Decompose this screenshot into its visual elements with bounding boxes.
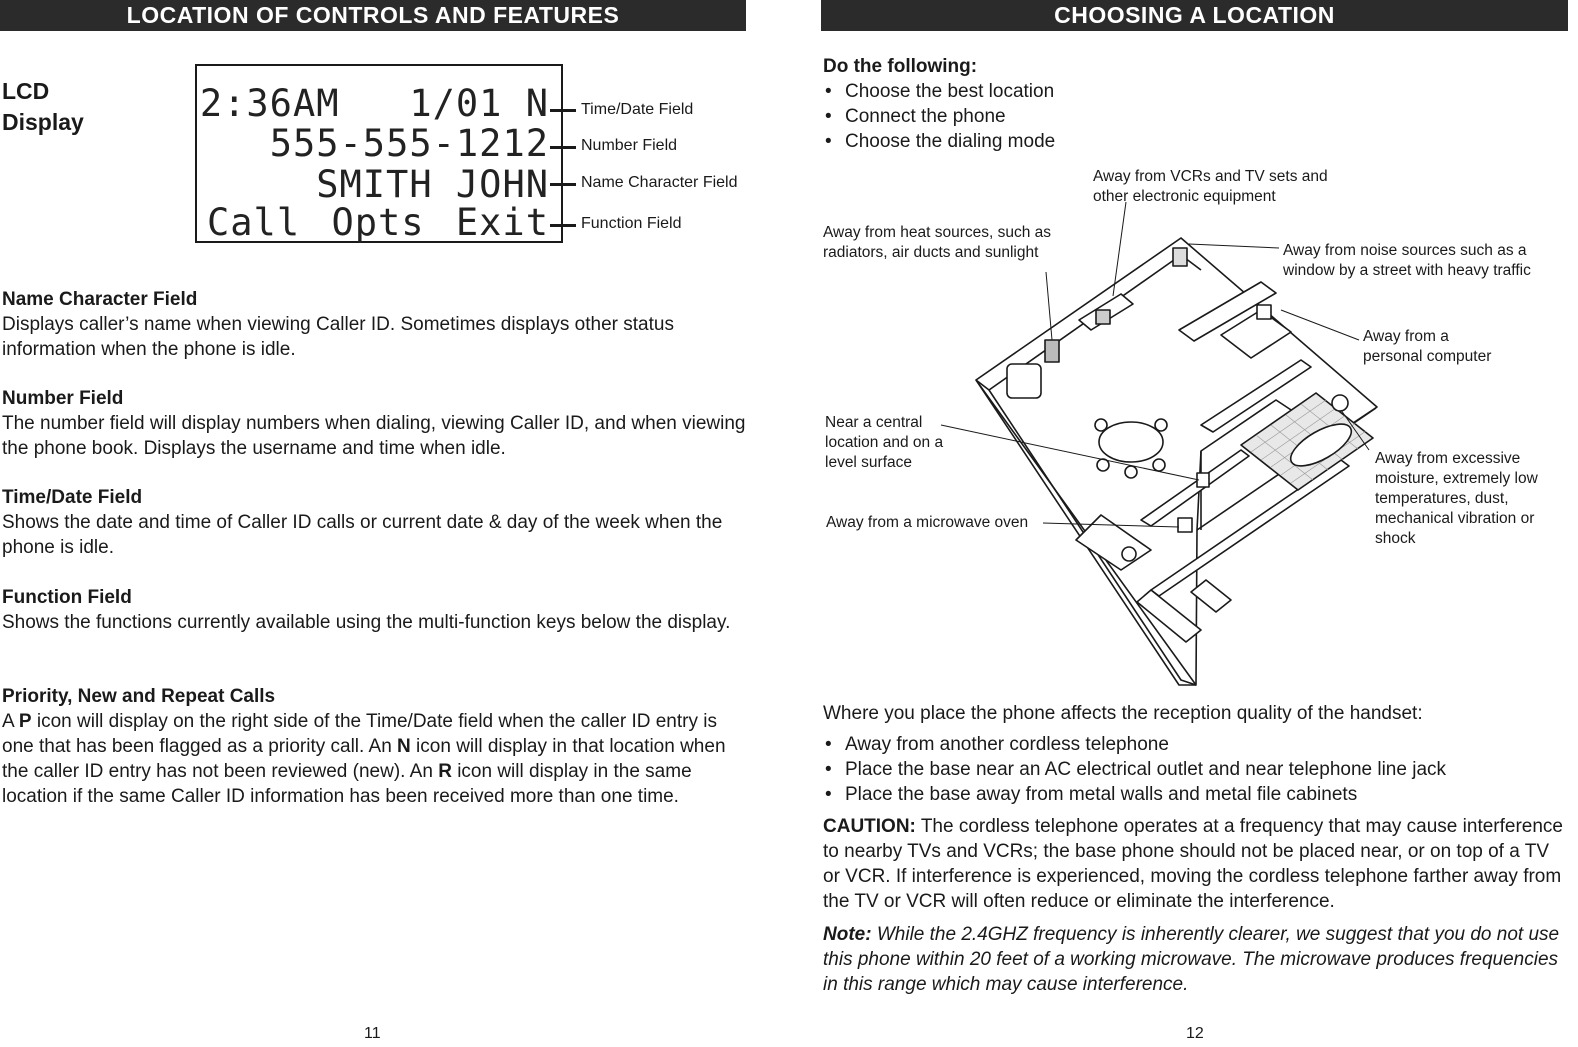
- section-function-field: [2, 585, 747, 635]
- lcd-func-call: Call: [207, 201, 301, 244]
- caution-paragraph: [823, 814, 1568, 914]
- callout-line: Away from VCRs and TV sets and: [1093, 168, 1328, 185]
- lcd-time-date-line: [200, 84, 549, 124]
- repeat-icon-r: R: [438, 761, 452, 782]
- microwave: [1178, 518, 1192, 532]
- lcd-func-exit: Exit: [455, 201, 549, 244]
- lcd-label-line1: LCD: [2, 78, 50, 104]
- list-item: • Away from another cordless telephone: [823, 732, 1568, 757]
- time-date-pointer: [550, 109, 576, 112]
- callout-line: moisture, extremely low: [1375, 470, 1538, 487]
- note-text: While the 2.4GHZ frequency is inherently clearer, we suggest that you do not use this phone within 20 feet of a working microwave. The microwave produces frequencies in this range which may cause interference.: [823, 924, 1560, 995]
- name-pointer: [550, 183, 576, 186]
- callout-moisture: [1375, 449, 1538, 549]
- lcd-screen: [195, 64, 563, 243]
- callout-line: Near a central: [825, 414, 923, 431]
- list-item: • Choose the best location: [823, 79, 1568, 104]
- callout-line: Away from a: [1363, 328, 1449, 345]
- intro-heading: Do the following:: [823, 56, 978, 77]
- callout-line: level surface: [825, 454, 913, 471]
- number-pointer: [550, 146, 576, 149]
- callout-pc: [1363, 327, 1491, 367]
- note-label: Note:: [823, 924, 872, 945]
- priority-icon-p: P: [18, 711, 32, 732]
- number-field-label: Number Field: [581, 137, 678, 154]
- callout-central: [825, 413, 943, 473]
- lcd-date-flag: 1/01 N: [409, 82, 549, 125]
- page-number-right: 12: [1186, 1025, 1204, 1042]
- callout-line: radiators, air ducts and sunlight: [823, 244, 1039, 261]
- callout-line: mechanical vibration or: [1375, 510, 1535, 527]
- callout-line: Away from noise sources such as a: [1283, 242, 1527, 259]
- lcd-name-line: SMITH JOHN: [316, 163, 549, 206]
- callout-line: temperatures, dust,: [1375, 490, 1509, 507]
- section-heading: Number Field: [2, 388, 124, 409]
- callout-heat: [823, 223, 1051, 263]
- left-page-banner: LOCATION OF CONTROLS AND FEATURES: [0, 0, 746, 31]
- armchair: [1007, 364, 1041, 398]
- callout-line: location and on a: [825, 434, 944, 451]
- function-pointer: [550, 224, 576, 227]
- lcd-label-line2: Display: [2, 109, 84, 135]
- section-body: Shows the functions currently available using the multi-function keys below the display.: [2, 612, 731, 633]
- intro-block: [823, 54, 1568, 154]
- window: [1173, 248, 1187, 266]
- section-number-field: [2, 386, 747, 461]
- callout-microwave: Away from a microwave oven: [826, 514, 1029, 531]
- section-body: Displays caller’s name when viewing Caller ID. Sometimes displays other status information when the phone is idle.: [2, 314, 674, 360]
- right-page-banner: CHOOSING A LOCATION: [821, 0, 1568, 31]
- leader-line-noise: [1189, 244, 1279, 248]
- section-priority-calls: [2, 684, 747, 809]
- note-paragraph: [823, 922, 1568, 997]
- section-body: Shows the date and time of Caller ID calls or current date & day of the week when the phone is idle.: [2, 512, 723, 558]
- list-item: • Connect the phone: [823, 104, 1568, 129]
- callout-noise: [1283, 241, 1531, 281]
- tv-screen: [1096, 310, 1110, 324]
- time-date-field-label: Time/Date Field: [581, 101, 694, 118]
- callout-line: window by a street with heavy traffic: [1283, 262, 1531, 279]
- callout-vcr: [1093, 167, 1328, 207]
- section-body: [2, 709, 747, 809]
- lcd-time: 2:36AM: [199, 82, 340, 125]
- new-icon-n: N: [397, 736, 411, 757]
- placement-list: [823, 732, 1568, 807]
- section-name-character: [2, 287, 747, 362]
- callout-line: personal computer: [1363, 348, 1492, 365]
- callout-line: shock: [1375, 530, 1416, 547]
- placement-intro: Where you place the phone affects the reception quality of the handset:: [823, 703, 1423, 724]
- caution-text: The cordless telephone operates at a frequency that may cause interference to nearby TVs and VCRs; the base phone should not be placed near, or on top of a TV or VCR. If interference is experienced, moving the cordless telephone farther away from the TV or VCR will often reduce or eliminate the interference.: [823, 816, 1563, 912]
- radiator: [1045, 340, 1059, 362]
- section-heading: Function Field: [2, 587, 132, 608]
- section-heading: Time/Date Field: [2, 487, 143, 508]
- name-char-field-label: Name Character Field: [581, 174, 738, 191]
- list-item: • Place the base away from metal walls and metal file cabinets: [823, 782, 1568, 807]
- toilet: [1332, 395, 1348, 411]
- caution-label: CAUTION:: [823, 816, 916, 837]
- section-time-date: [2, 485, 747, 560]
- lcd-func-opts: Opts: [331, 201, 425, 244]
- callout-line: Away from excessive: [1375, 450, 1521, 467]
- priority-text-1: A: [2, 711, 19, 732]
- page-number-left: 11: [364, 1025, 381, 1042]
- section-body: The number field will display numbers when dialing, viewing Caller ID, and when viewing the phone book. Displays the username and time when idle.: [2, 413, 746, 459]
- dining-table: [1099, 422, 1163, 462]
- section-heading: Name Character Field: [2, 289, 198, 310]
- callout-line: other electronic equipment: [1093, 188, 1276, 205]
- placement-block: [823, 701, 1568, 997]
- list-item: • Place the base near an AC electrical outlet and near telephone line jack: [823, 757, 1568, 782]
- section-heading: Priority, New and Repeat Calls: [2, 686, 276, 707]
- priority-text-3: icon will display in that location when the caller ID entry has not been reviewed (new). An: [2, 736, 726, 782]
- function-field-label: Function Field: [581, 215, 682, 232]
- lcd-display-label: [2, 76, 152, 138]
- callout-line: Away from heat sources, such as: [823, 224, 1052, 241]
- intro-list: [823, 79, 1568, 154]
- list-item: • Choose the dialing mode: [823, 129, 1568, 154]
- priority-text-2: icon will display on the right side of the Time/Date field when the caller ID entry is one that has been flagged as a priority call. An: [2, 711, 717, 757]
- computer: [1257, 305, 1271, 319]
- lcd-number-line: 555-555-1212: [269, 122, 549, 165]
- lcd-function-line: [207, 203, 549, 243]
- priority-text-4: icon will display in the same location if the same Caller ID information has been received more than one time.: [2, 761, 692, 807]
